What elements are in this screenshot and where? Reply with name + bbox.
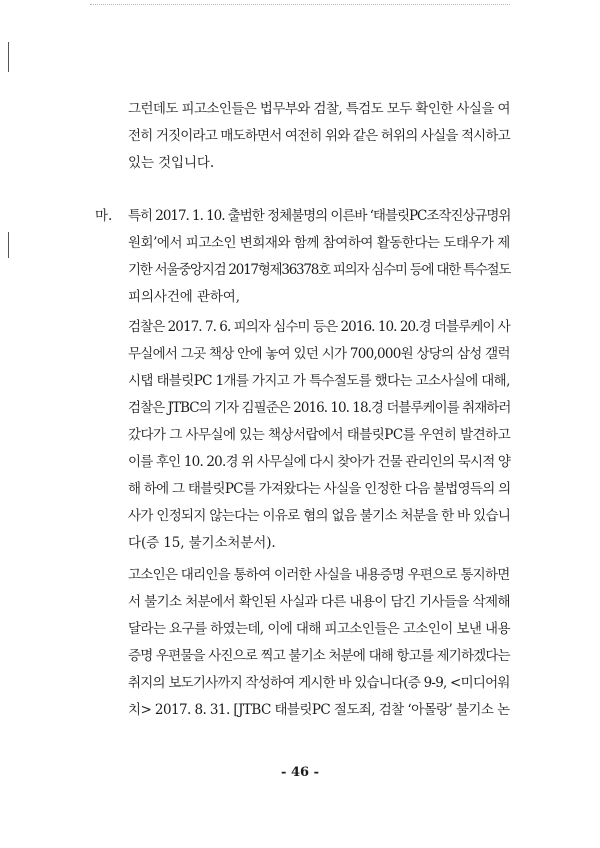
text-line: 검찰은 2017. 7. 6. 피의자 심수미 등은 2016. 10. 20.경 더블루케이 사 bbox=[128, 319, 510, 335]
margin-mark bbox=[8, 232, 9, 258]
text-line: 갔다가 그 사무실에 있는 책상서랍에서 태블릿PC를 우연히 발견하고 bbox=[128, 427, 511, 443]
text-line: 그런데도 피고소인들은 법무부와 검찰, 특검도 모두 확인한 사실을 여 bbox=[128, 101, 510, 117]
text-line: 사가 인정되지 않는다는 이유로 혐의 없음 불기소 처분을 한 바 있습니 bbox=[128, 508, 511, 524]
margin-mark bbox=[8, 42, 9, 72]
text-line: 치> 2017. 8. 31. [JTBC 태블릿PC 절도죄, 검찰 ‘아몰랑’ 불기소 논 bbox=[128, 702, 510, 718]
text-line: 특히 2017. 1. 10. 출범한 정체불명의 이른바 ‘태블릿PC조작진상규명위 bbox=[128, 208, 511, 224]
text-line: 다(증 15, 불기소처분서). bbox=[128, 535, 276, 551]
text-line: 달라는 요구를 하였는데, 이에 대해 피고소인들은 고소인이 보낸 내용 bbox=[128, 621, 510, 637]
section-marker: 마. bbox=[95, 208, 113, 224]
text-line: 증명 우편물을 사진으로 찍고 불기소 처분에 대해 항고를 제기하겠다는 bbox=[128, 648, 510, 664]
text-line: 고소인은 대리인을 통하여 이러한 사실을 내용증명 우편으로 통지하면 bbox=[128, 567, 510, 583]
text-line: 서 불기소 처분에서 확인된 사실과 다른 내용이 담긴 기사들을 삭제해 bbox=[128, 594, 510, 610]
text-line: 기한 서울중앙지검 2017형제36378호 피의자 심수미 등에 대한 특수절도 bbox=[128, 262, 511, 278]
text-line: 전히 거짓이라고 매도하면서 여전히 위와 같은 허위의 사실을 적시하고 bbox=[128, 128, 510, 144]
text-line: 무실에서 그곳 책상 안에 놓여 있던 시가 700,000원 상당의 삼성 갤럭 bbox=[128, 346, 510, 362]
page-number: - 46 - bbox=[281, 765, 319, 780]
text-line: 취지의 보도기사까지 작성하여 게시한 바 있습니다(증 9-9, <미디어워 bbox=[128, 675, 510, 691]
text-line: 이를 후인 10. 20.경 위 사무실에 다시 찾아가 건물 관리인의 묵시적 양 bbox=[128, 454, 511, 470]
text-line: 원회’에서 피고소인 변희재와 함께 참여하여 활동한다는 도태우가 제 bbox=[128, 235, 510, 251]
text-line: 검찰은 JTBC의 기자 김필준은 2016. 10. 18.경 더블루케이를 취재하러 bbox=[128, 400, 511, 416]
text-line: 해 하에 그 태블릿PC를 가져왔다는 사실을 인정한 다음 불법영득의 의 bbox=[128, 481, 511, 497]
scan-edge-line bbox=[90, 4, 510, 5]
text-line: 시탭 태블릿PC 1개를 가지고 가 특수절도를 했다는 고소사실에 대해, bbox=[128, 373, 510, 389]
text-line: 피의사건에 관하여, bbox=[128, 289, 240, 305]
text-line: 있는 것입니다. bbox=[128, 155, 215, 171]
